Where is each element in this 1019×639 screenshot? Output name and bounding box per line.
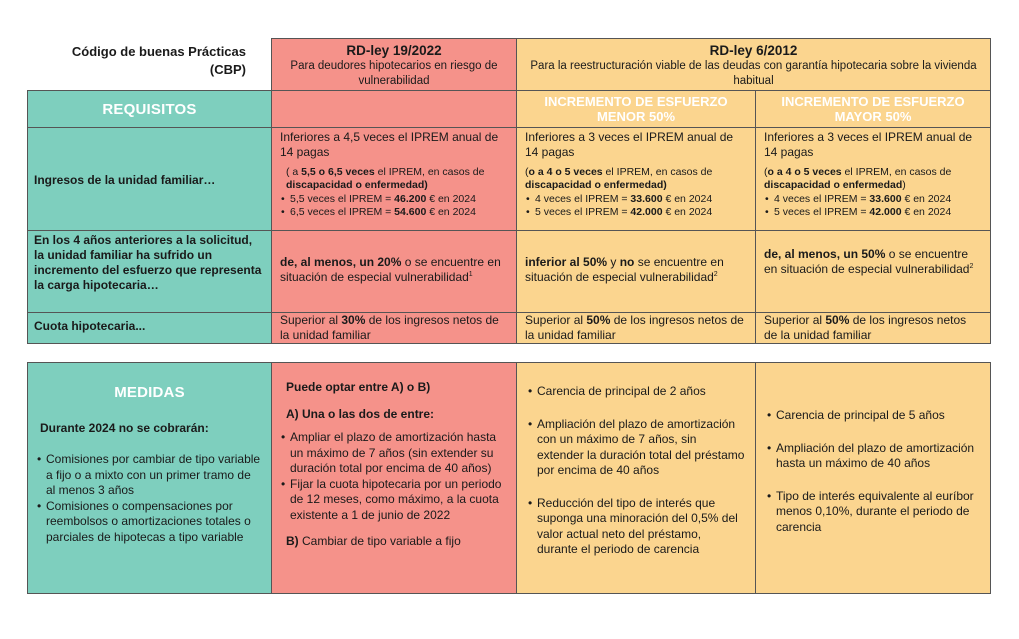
medida-mayor-item: • Tipo de interés equivalente al euríbor menos 0,10%, durante el periodo de carencia (766, 489, 980, 536)
durante-2024-label: Durante 2024 no se cobrarán: (40, 421, 209, 435)
row-ingresos-label-cell (27, 127, 272, 231)
ingresos-menor-bullet-2: • 5 veces el IPREM = 42.000 € en 2024 (525, 206, 747, 219)
medidas-option-a-list (280, 430, 508, 523)
row-esfuerzo-rd2022 (271, 230, 517, 313)
rd2022-subtitle: Para deudores hipotecarios en riesgo de vulnerabilidad (290, 60, 498, 87)
durante-item: • Comisiones por cambiar de tipo variable a fijo o a mixto con un primer tramo de al menos 3 años (36, 452, 263, 499)
medidas-menor-list (527, 384, 745, 558)
row-cuota-menor (516, 312, 756, 344)
esfuerzo-rd2022-text: de, al menos, un 20% o se encuentre en situación de especial vulnerabilidad$^1$ (280, 255, 501, 284)
row-esfuerzo-label-cell (27, 230, 272, 313)
medidas-option-a: A) Una o las dos de entre: (286, 407, 435, 421)
ingresos-menor-bullet-1: • 4 veces el IPREM = 33.600 € en 2024 (525, 193, 747, 206)
ingresos-rd2022-bullet-2: • 6,5 veces el IPREM = 54.600 € en 2024 (280, 206, 508, 219)
row-cuota-label-cell (27, 312, 272, 344)
cbp-title: Código de buenas Prácticas (71, 44, 246, 59)
rd2012-title: RD-ley 6/2012 (709, 43, 798, 58)
row-ingresos-label: Ingresos de la unidad familiar… (34, 173, 216, 187)
row-cuota-rd2022 (271, 312, 517, 344)
durante-2024-list (36, 452, 263, 545)
row-esfuerzo-mayor (755, 230, 991, 313)
cbp-header-cell (27, 38, 272, 91)
cuota-rd2022-text: Superior al 30% de los ingresos netos de la unidad familiar (280, 313, 499, 342)
medida-mayor-item: • Ampliación del plazo de amortización hasta un máximo de 40 años (766, 441, 980, 472)
requisitos-header-cell (27, 90, 272, 128)
ingresos-mayor-intro: Inferiores a 3 veces el IPREM anual de 14 pagas (764, 130, 973, 159)
requisitos-rd2022-blank (271, 90, 517, 128)
ingresos-mayor-note: (o a 4 o 5 veces el IPREM, en casos de discapacidad o enfermedad) (764, 166, 952, 191)
ingresos-menor-note: (o a 4 o 5 veces el IPREM, en casos de discapacidad o enfermedad) (525, 166, 713, 191)
durante-item: • Comisiones o compensaciones por reembolsos o amortizaciones totales o parciales de hipotecas a tipo variable (36, 499, 263, 546)
medida-menor-item: • Carencia de principal de 2 años (527, 384, 745, 400)
medidas-title: MEDIDAS (114, 384, 185, 401)
row-ingresos-mayor (755, 127, 991, 231)
medidas-rd2022 (271, 362, 517, 594)
medidas-mayor-list (766, 408, 980, 535)
rd2012-header (516, 38, 991, 91)
rd2022-header (271, 38, 517, 91)
option-a-item: • Fijar la cuota hipotecaria por un periodo de 12 meses, como máximo, a la cuota existente a 1 de junio de 2022 (280, 477, 508, 524)
esfuerzo-menor-text: inferior al 50% y no se encuentre en situación de especial vulnerabilidad$^2$ (525, 255, 724, 284)
ingresos-rd2022-intro: Inferiores a 4,5 veces el IPREM anual de 14 pagas (280, 130, 499, 159)
ingresos-mayor-bullet-1: • 4 veces el IPREM = 33.600 € en 2024 (764, 193, 982, 206)
col-menor-header (516, 90, 756, 128)
cbp-abbrev: (CBP) (209, 62, 246, 77)
medidas-label-cell (27, 362, 272, 594)
row-ingresos-rd2022 (271, 127, 517, 231)
esfuerzo-mayor-text: de, al menos, un 50% o se encuentre en situación de especial vulnerabilidad$^2$ (764, 247, 974, 276)
row-cuota-label: Cuota hipotecaria... (34, 319, 146, 333)
medidas-option-b: B) Cambiar de tipo variable a fijo (286, 534, 461, 548)
row-ingresos-menor (516, 127, 756, 231)
medida-menor-item: • Reducción del tipo de interés que suponga una minoración del 0,5% del valor actual neto del préstamo, durante el periodo de carencia (527, 496, 745, 558)
medidas-mayor (755, 362, 991, 594)
ingresos-rd2022-bullet-1: • 5,5 veces el IPREM = 46.200 € en 2024 (280, 193, 508, 206)
medidas-menor (516, 362, 756, 594)
cuota-menor-text: Superior al 50% de los ingresos netos de la unidad familiar (525, 313, 744, 342)
medida-menor-item: • Ampliación del plazo de amortización con un máximo de 7 años, sin extender la duración total del préstamo por encima de 40 años (527, 417, 745, 479)
ingresos-mayor-bullet-2: • 5 veces el IPREM = 42.000 € en 2024 (764, 206, 982, 219)
col-menor-label: INCREMENTO DE ESFUERZO MENOR 50% (544, 94, 728, 124)
ingresos-menor-intro: Inferiores a 3 veces el IPREM anual de 14 pagas (525, 130, 734, 159)
row-esfuerzo-label: En los 4 años anteriores a la solicitud, la unidad familiar ha sufrido un incremento del esfuerzo que representa la carga hipotecaria… (34, 233, 262, 292)
col-mayor-header (755, 90, 991, 128)
rd2022-title: RD-ley 19/2022 (346, 43, 442, 58)
col-mayor-label: INCREMENTO DE ESFUERZO MAYOR 50% (781, 94, 965, 124)
cuota-mayor-text: Superior al 50% de los ingresos netos de la unidad familiar (764, 313, 967, 342)
medidas-opt-label: Puede optar entre A) o B) (286, 380, 431, 394)
option-a-item: • Ampliar el plazo de amortización hasta un máximo de 7 años (sin extender su duración total por encima de 40 años) (280, 430, 508, 477)
requisitos-title: REQUISITOS (102, 101, 197, 118)
row-cuota-mayor (755, 312, 991, 344)
row-esfuerzo-menor (516, 230, 756, 313)
rd2012-subtitle: Para la reestructuración viable de las deudas con garantía hipotecaria sobre la vivienda habitual (530, 60, 977, 87)
medida-mayor-item: • Carencia de principal de 5 años (766, 408, 980, 424)
ingresos-rd2022-note: ( a 5,5 o 6,5 veces el IPREM, en casos de discapacidad o enfermedad) (286, 166, 485, 191)
